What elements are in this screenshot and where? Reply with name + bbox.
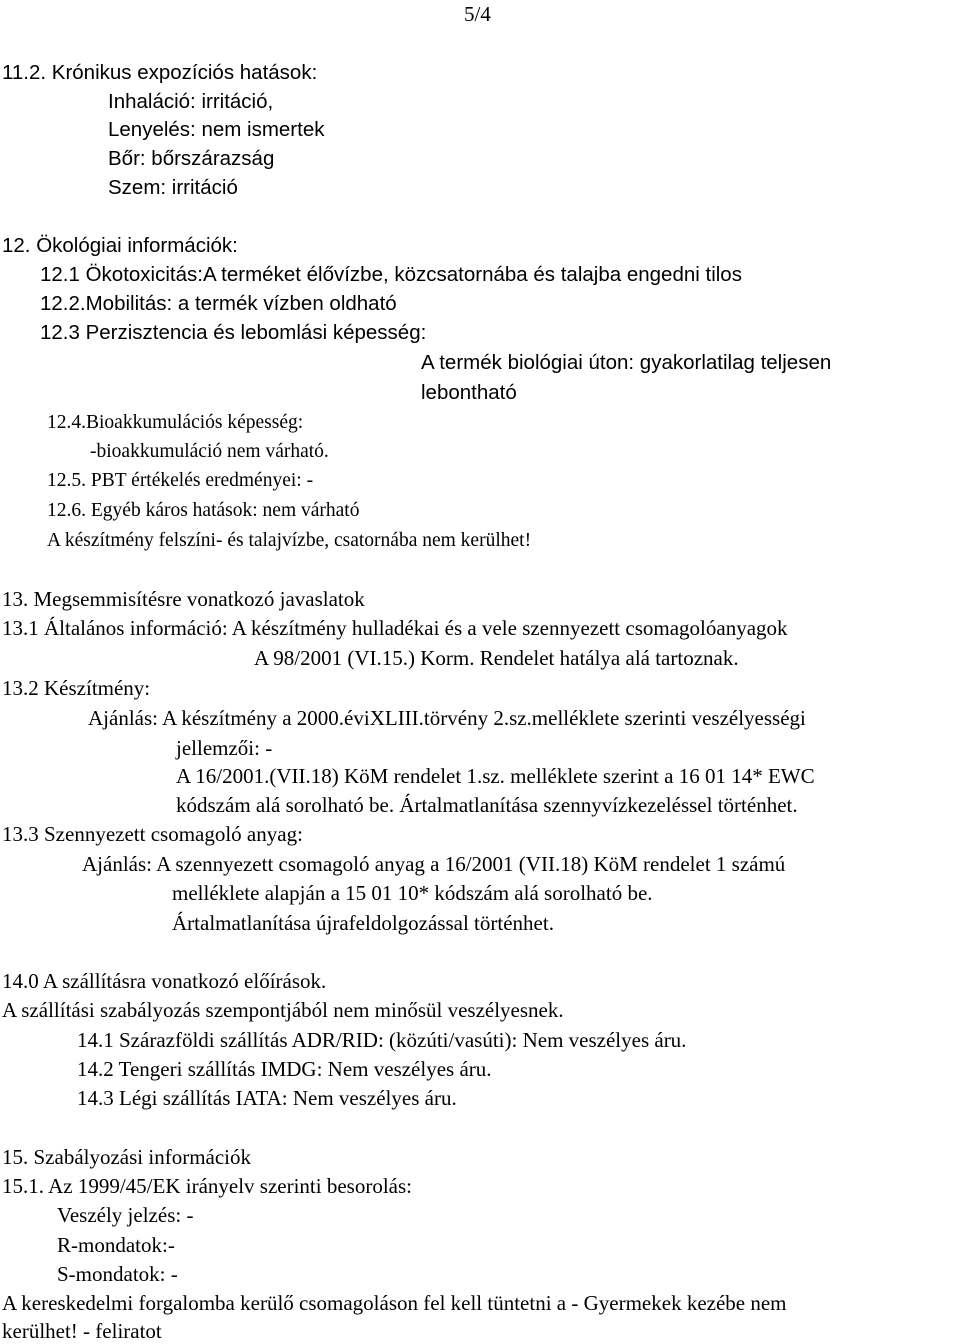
line-12-3: 12.3 Perzisztencia és lebomlási képesség: — [40, 321, 427, 344]
line-13-2-d: kódszám alá sorolható be. Ártalmatlanítása szennyvízkezeléssel történhet. — [176, 793, 798, 817]
line-12-6: 12.6. Egyéb káros hatások: nem várható — [47, 500, 360, 521]
line-12-1: 12.1 Ökotoxicitás:A terméket élővízbe, közcsatornába és talajba engedni tilos — [40, 263, 742, 286]
page-number: 5/4 — [464, 2, 491, 26]
list-item: Inhaláció: irritáció, — [108, 90, 274, 113]
section-12-title: 12. Ökológiai információk: — [2, 234, 238, 257]
line-12-4-a: -bioakkumuláció nem várható. — [90, 441, 329, 462]
line-13-2: 13.2 Készítmény: — [2, 676, 151, 700]
line-13-2-c: A 16/2001.(VII.18) KöM rendelet 1.sz. melléklete szerint a 16 01 14* EWC — [176, 764, 815, 788]
line-14-2: 14.2 Tengeri szállítás IMDG: Nem veszélyes áru. — [77, 1057, 492, 1081]
line-12-5: 12.5. PBT értékelés eredményei: - — [47, 470, 314, 491]
line-13-2-a: Ajánlás: A készítmény a 2000.éviXLIII.törvény 2.sz.melléklete szerinti veszélyességi — [88, 706, 806, 730]
line-14-intro: A szállítási szabályozás szempontjából nem minősül veszélyesnek. — [2, 998, 564, 1022]
line-15-hazard: Veszély jelzés: - — [57, 1203, 194, 1227]
line-12-4: 12.4.Bioakkumulációs képesség: — [47, 412, 304, 433]
line-12-2: 12.2.Mobilitás: a termék vízben oldható — [40, 292, 397, 315]
section-13-title: 13. Megsemmisítésre vonatkozó javaslatok — [2, 587, 365, 611]
line-13-3-a: Ajánlás: A szennyezett csomagoló anyag a 16/2001 (VII.18) KöM rendelet 1 számú — [82, 852, 786, 876]
section-11-2-title: 11.2. Krónikus expozíciós hatások: — [2, 61, 318, 84]
line-13-1-b: A 98/2001 (VI.15.) Korm. Rendelet hatálya alá tartoznak. — [254, 646, 739, 670]
line-13-2-b: jellemzői: - — [176, 736, 273, 760]
line-13-1: 13.1 Általános információ: A készítmény hulladékai és a vele szennyezett csomagolóanyagok — [2, 616, 788, 640]
line-15-r: R-mondatok:- — [57, 1233, 175, 1257]
line-14-3: 14.3 Légi szállítás IATA: Nem veszélyes áru. — [77, 1086, 457, 1110]
line-13-3: 13.3 Szennyezett csomagoló anyag: — [2, 822, 303, 846]
line-15-note-b: kerülhet! - feliratot — [2, 1319, 162, 1343]
section-14-title: 14.0 A szállításra vonatkozó előírások. — [2, 969, 327, 993]
list-item: Bőr: bőrszárazság — [108, 147, 275, 170]
section-15-title: 15. Szabályozási információk — [2, 1145, 252, 1169]
line-15-s: S-mondatok: - — [57, 1262, 178, 1286]
list-item: Lenyelés: nem ismertek — [108, 118, 325, 141]
line-12-note: A készítmény felszíni- és talajvízbe, csatornába nem kerülhet! — [47, 530, 532, 551]
line-13-3-b: melléklete alapján a 15 01 10* kódszám alá sorolható be. — [172, 881, 653, 905]
line-12-3-b: lebontható — [421, 381, 517, 404]
line-14-1: 14.1 Szárazföldi szállítás ADR/RID: (közúti/vasúti): Nem veszélyes áru. — [77, 1028, 687, 1052]
list-item: Szem: irritáció — [108, 176, 238, 199]
line-12-3-a: A termék biológiai úton: gyakorlatilag teljesen — [421, 351, 832, 374]
line-15-1: 15.1. Az 1999/45/EK irányelv szerinti besorolás: — [2, 1174, 413, 1198]
line-13-3-c: Ártalmatlanítása újrafeldolgozással történhet. — [172, 911, 554, 935]
line-15-note-a: A kereskedelmi forgalomba kerülő csomagoláson fel kell tüntetni a - Gyermekek kezébe nem — [2, 1291, 787, 1315]
